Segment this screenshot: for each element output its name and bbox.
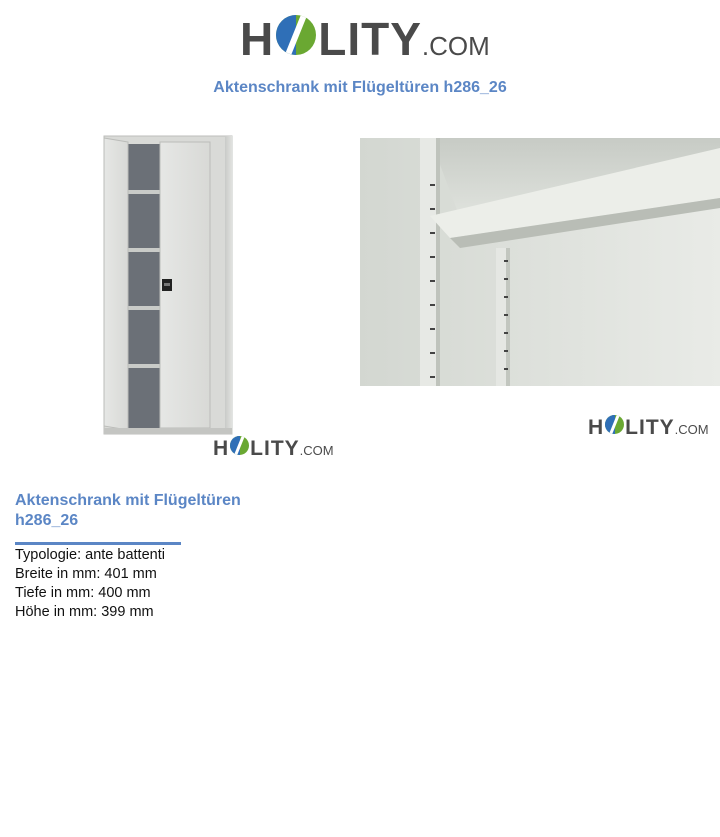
logo-o-mark-icon: [605, 415, 624, 434]
spec-depth: Tiefe in mm: 400 mm: [15, 585, 151, 601]
shelf-detail-image: [360, 138, 720, 386]
page-title: Aktenschrank mit Flügeltüren h286_26: [213, 79, 507, 96]
spec-height: Höhe in mm: 399 mm: [15, 604, 154, 620]
watermark-logo: H LITY .COM: [213, 436, 334, 461]
spec-typology: Typologie: ante battenti: [15, 547, 165, 563]
logo-text-left: H: [240, 13, 275, 65]
cabinet-product-image: [100, 130, 235, 438]
spec-width: Breite in mm: 401 mm: [15, 566, 157, 582]
logo-o-mark-icon: [276, 15, 316, 55]
watermark-logo: H LITY .COM: [588, 415, 709, 440]
logo-text-right: LITY: [318, 13, 422, 65]
brand-logo[interactable]: [240, 12, 490, 66]
spec-list: [15, 546, 165, 622]
logo-domain: .COM: [421, 31, 490, 61]
logo-o-mark-icon: [230, 436, 249, 455]
title-divider: [15, 542, 181, 545]
product-title: Aktenschrank mit Flügeltüren h286_26: [15, 492, 241, 529]
